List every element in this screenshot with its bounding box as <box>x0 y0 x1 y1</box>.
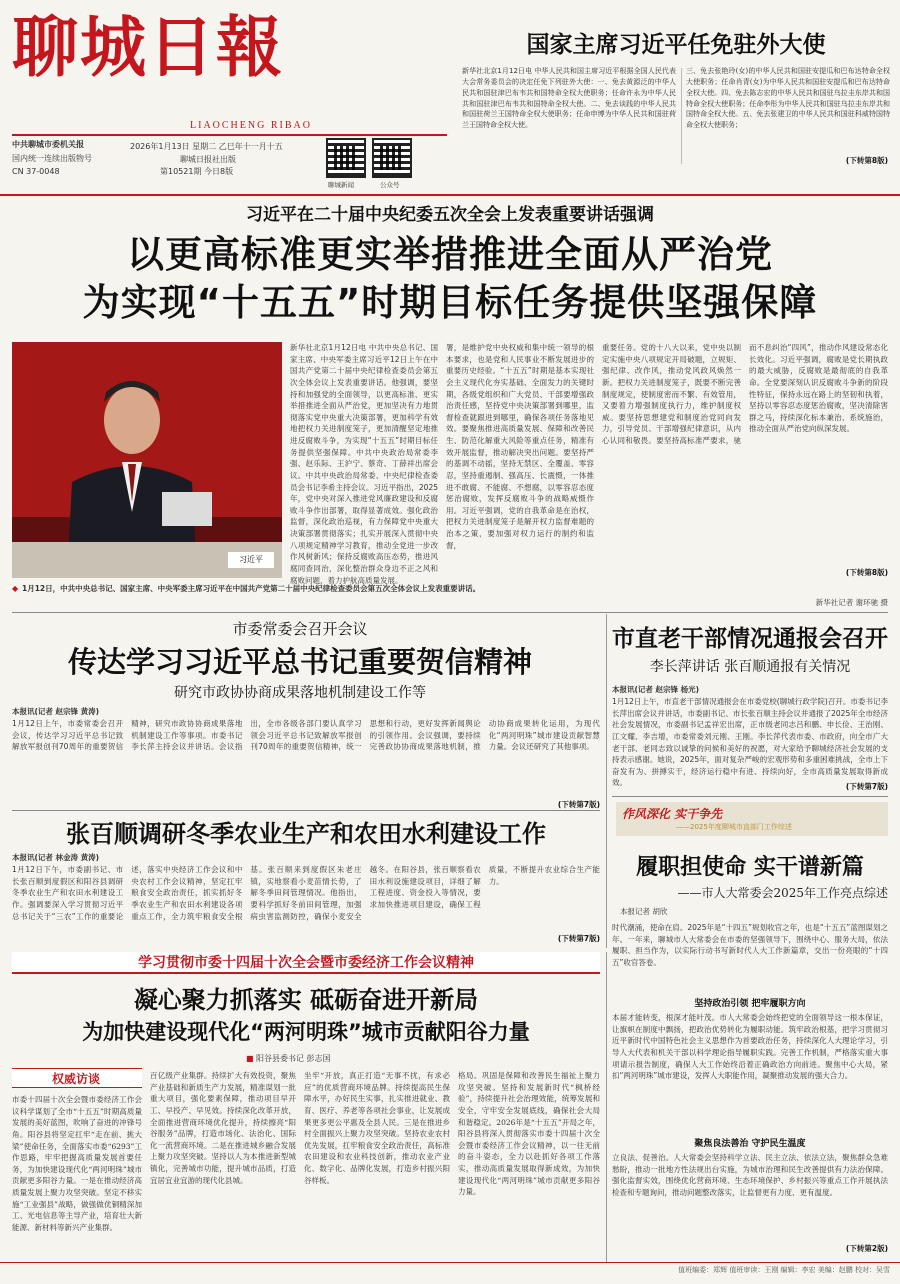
meeting-headline[interactable]: 传达学习习近平总书记重要贺信精神 <box>67 645 532 679</box>
review-subhead: ——市人大常委会2025年工作亮点综述 <box>677 886 888 900</box>
footer-credits: 值班编委：郑辉 值班审读：王刚 编辑：李宏 美编：赵鹏 校对：吴雪 <box>678 1266 890 1274</box>
lead-kicker: 习近平在二十届中央纪委五次全会上发表重要讲话强调 <box>246 205 654 225</box>
retired-more[interactable]: (下转第7版) <box>845 782 888 791</box>
qr2-label: 公众号 <box>380 181 400 189</box>
qr-code-wechat[interactable] <box>372 138 412 178</box>
publisher-org: 聊城日报社出版 <box>180 155 236 164</box>
date-line: 2026年1月13日 星期二 乙巳年十一月十五 <box>130 142 283 151</box>
masthead-title: 聊城日報 <box>12 8 284 86</box>
footer-rule <box>0 1262 900 1263</box>
top-story-divider <box>681 68 682 164</box>
authority-interview-tag: 权威访谈 <box>12 1068 142 1088</box>
retired-subhead: 李长萍讲话 张百顺通报有关情况 <box>649 659 851 675</box>
agri-text: 1月12日下午，市委副书记、市长张百顺到度假区和阳谷县调研冬季农业生产和农田水利建设工作。强调要深入学习贯彻习近平总书记关于“三农”工作的重要论述，落实中央经济工作会议和中央农村工作会议精神，坚定扛牢粮食安全政治责任，抓实抓好冬季农业生产和农田水利建设各项重点工作，全力筑牢粮食安全根基。张百顺来到度假区朱老庄镇，实地察看小麦苗情长势，了解冬季田间管理情况。他指出，要科学抓好冬前田间管理，加强病虫害监测防控，确保小麦安全越冬。在阳谷县，张百顺察看农田水利设施建设项目，详细了解工程进度、资金投入等情况，要求加快推进项目建设，确保工程质量，不断提升农业综合生产能力。 <box>12 865 600 921</box>
lead-photo[interactable] <box>12 342 282 578</box>
cn-number: CN 37-0048 <box>12 167 60 176</box>
review-sec2: 立良法、促善治。人大常委会坚持科学立法、民主立法、依法立法，聚焦群众急难愁盼，推动一批地方性法规出台实施，为城市治理和民生改善提供有力法治保障。强化监督实效，围绕优化营商环境、生态环境保护、乡村振兴等重点工作开展执法检查和专题询问，推动问题整改落实，让监督更有力度、更有温度。 <box>612 1153 888 1197</box>
qr1-label: 聊城新闻 <box>328 181 354 189</box>
economy-divider <box>606 952 607 1262</box>
economy-col4: 格局。巩固是保障和改善民生福祉上聚力攻坚突破。坚持和发展新时代“枫桥经验”，持续提升社会治理效能，统筹发展和安全，守牢安全发展底线，确保社会大局和谐稳定。2026年是“十五五”开局之年，阳谷县将深入贯彻落实市委十四届十次全会暨市委经济工作会议精神，以一往无前的奋斗姿态，全力以赴抓好各项工作落实，推动高质量发展取得新成效，为加快建设现代化“两河明珠”城市贡献更多阳谷力量。 <box>458 1071 600 1197</box>
issue-number: 第10521期 今日8版 <box>160 167 234 176</box>
agri-more[interactable]: (下转第7版) <box>557 934 600 943</box>
photo-credit: 新华社记者 谢环驰 摄 <box>815 598 888 607</box>
qr-code-news[interactable] <box>326 138 366 178</box>
lead-headline-2[interactable]: 为实现“十五五”时期目标任务提供坚强保障 <box>82 281 818 324</box>
top-story-headline[interactable]: 国家主席习近平任免驻外大使 <box>526 32 826 58</box>
review-sec1-title: 坚持政治引领 把牢履职方向 <box>694 999 806 1009</box>
agri-byline: 本报讯(记者 林金涛 黄涛) <box>12 853 100 862</box>
meeting-text: 1月12日上午，市委常委会召开会议，传达学习习近平总书记致解放军报创刊70周年的重要贺信精神，研究市政协协商成果落地机制建设工作等事项。市委书记李长萍主持会议并讲话。会议指出，全市各级各部门要认真学习领会习近平总书记致解放军报创刊70周年的重要贺信精神，统一思想和行动，更好发挥新闻舆论的引领作用。会议强调，要持续完善政协协商成果落地机制，推动协商成果转化运用，为现代化“两河明珠”城市建设贡献智慧力量。会议还研究了其他事项。 <box>12 719 600 752</box>
retired-bottom-rule <box>612 796 888 797</box>
lead-col3: 重要任务。党的十八大以来，党中央以制定实施中央八项规定开局破题，立规矩、强纪律、改作风，推动党风政风焕然一新。把权力关进制度笼子，既要不断完善制度规定，使制度密而不繁、有效管用，又要着力增强制度执行力，维护制度权威。要坚持思想建党和制度治党同向发力，引导党员、干部增强纪律意识，从内心认同和敬畏。要坚持高标准严要求，驰而不息纠治“四风”，推动作风建设常态化长效化。习近平强调，腐败是党长期执政的最大威胁，反腐败是最彻底的自我革命。全党要深刻认识反腐败斗争新的阶段性特征，保持永远在路上的坚韧和执着，坚持以零容忍态度惩治腐败，坚决清除害群之马，持续深化标本兼治、系统施治，推动全面从严治党向纵深发展。 <box>602 343 888 445</box>
economy-byline-marker: ■ <box>246 1054 254 1063</box>
lead-headline-1[interactable]: 以更高标准更实举措推进全面从严治党 <box>127 233 773 276</box>
review-byline: 本报记者 胡欣 <box>620 907 668 916</box>
column-divider-right <box>606 614 607 948</box>
lead-col1: 新华社北京1月12日电 中共中央总书记、国家主席、中央军委主席习近平12日上午在中国共产党第二十届中央纪律检查委员会第五次全体会议上发表重要讲话。他强调，要坚持和加强党的全面领导，以更高标准、更实举措推进全面从严治党，更加坚决有力地贯彻落实党中央重大决策部署，更加科学有效地把权力关进制度笼子，更加清醒坚定地推进反腐败斗争，为实现“十五五”时期目标任务提供坚强保障。中共中央政治局常委李强、赵乐际、王沪宁、蔡奇、丁薛祥出席会议。中共中央政治局常委、中央纪律检查委员会书记李希主持会议。习近平指出，2025年，党中央对深入推进党风廉政建设和反腐败斗争作出部署，取得显著成效。强化政治监督，深化政治巡视，有力保障党中央重大决策部署贯彻落实；扎实开展深入贯彻中央八项规定精神学习教育，推动全党进一步改作风树新风；保持反腐败高压态势，推进风腐同查同治，深化整治群众身边不正之风和腐败问题，着力护航高质量发展。 <box>290 343 438 585</box>
review-more[interactable]: (下转第2版) <box>845 1244 888 1253</box>
economy-headline-2[interactable]: 为加快建设现代化“两河明珠”城市贡献阳谷力量 <box>82 1020 530 1044</box>
meeting-subhead: 研究市政协协商成果落地机制建设工作等 <box>174 685 426 701</box>
top-story-col2: 三、免去张艳玲(女)的中华人民共和国驻安提瓜和巴布达特命全权大使职务；任命肖青(女)为中华人民共和国驻安提瓜和巴布达特命全权大使。四、免去陈志宏的中华人民共和国驻乌拉圭东岸共和国特命全权大使职务；任命李彤为中华人民共和国驻乌拉圭东岸共和国特命全权大使。五、免去张建卫的中华人民共和国驻科威特国特命全权大使职务； <box>686 67 890 130</box>
masthead-rule <box>12 134 447 136</box>
economy-col1: 市委十四届十次全会暨市委经济工作会议科学谋划了全市“十五五”时期高质量发展的美好蓝图，吹响了奋进的冲锋号角。阳谷县将坚定扛牢“走在前、挑大梁”使命任务，全面落实市委“6293”工作思路，牢牢把握高质量发展首要任务，为加快建设现代化“两河明珠”城市贡献更多阳谷力量。一是在推动经济高质量发展上聚力攻坚突破。坚定不移实施“工业强县”战略，做强做优铜精深加工、光电信息等主导产业，培育壮大新能源、新材料等新兴产业集群。 <box>12 1095 142 1232</box>
photo-nameplate: 习近平 <box>228 552 274 568</box>
masthead-pinyin: LIAOCHENG RIBAO <box>190 120 312 131</box>
economy-banner: 学习贯彻市委十四届十次全会暨市委经济工作会议精神 <box>12 952 600 974</box>
top-story-col1: 新华社北京1月12日电 中华人民共和国主席习近平根据全国人民代表大会常务委员会的决定任免下列驻外大使：一、免去黄源泛的中华人民共和国驻津巴布韦共和国特命全权大使职务；任命许永为中华人民共和国驻津巴布韦共和国特命全权大使。二、免去谈践的中华人民共和国驻荷兰王国特命全权大使职务；任命申博为中华人民共和国驻荷兰王国特命全权大使。 <box>462 67 676 130</box>
speaker-figure-image <box>12 342 282 578</box>
retired-byline: 本报讯(记者 赵宗锋 杨光) <box>612 685 700 694</box>
economy-photo[interactable] <box>12 1052 142 1056</box>
economy-col2: 百亿级产业集群。持续扩大有效投资，聚焦产业基础和新质生产力发展，精准谋划一批重大项目，强化要素保障，推动项目早开工、早投产、早见效。持续深化改革开放，全面推进营商环境优化提升，持续擦亮“阳谷服务”品牌，打造市场化、法治化、国际化一流营商环境。二是在推进城乡融合发展上聚力攻坚突破。坚持以人为本推进新型城镇化，完善城市功能，提升城市品质，打造宜居宜业宜游的现代化县城。 <box>150 1071 296 1185</box>
retired-headline[interactable]: 市直老干部情况通报会召开 <box>612 626 888 652</box>
photo-caption-marker: ◆ <box>12 584 19 593</box>
publisher-label: 中共聊城市委机关报 <box>12 140 84 149</box>
agri-headline[interactable]: 张百顺调研冬季农业生产和农田水利建设工作 <box>66 820 546 848</box>
lead-more[interactable]: (下转第8版) <box>845 568 888 577</box>
header-divider <box>0 194 900 196</box>
top-story-more[interactable]: (下转第8版) <box>845 156 888 165</box>
review-banner-title: 作风深化 实干争先 <box>622 807 723 821</box>
lead-bottom-rule <box>12 612 888 613</box>
meeting-bottom-rule <box>12 810 600 811</box>
retired-text: 1月12日上午，市直老干部情况通报会在市委党校(聊城行政学院)召开。市委书记李长萍出席会议并讲话，市委副书记、市长张百顺主持会议并通报了2025年全市经济社会发展情况，市委副书记孟祥宏出席，正市级老同志吕和鹏、申长俭、王治刚、江文耀、李吉增，市委常委刘元刚、王刚。李长萍代表市委、市政府，向全市广大老干部、老同志致以诚挚的问候和美好的祝愿，对大家给予聊城经济社会发展的支持表示感谢。她说，2025年，面对复杂严峻的宏观形势和多重困难挑战，全市上下奋发有为、拼搏实干，经济运行稳中有进、持续向好，全市高质量发展取得新成效。 <box>612 697 888 788</box>
review-sec2-title: 聚焦良法善治 守护民生温度 <box>694 1139 806 1149</box>
economy-col3: 坐牢“开放，真正打造“无事不扰，有求必应”的优质营商环境品牌。持续提高民生保障水平，办好民生实事，扎实推进就业、教育、医疗、养老等各项社会事业，让发展成果更多更公平惠及全县人民。三是在推进乡村全面振兴上聚力攻坚突破。坚持农业农村优先发展，扛牢粮食安全政治责任，高标准农田建设和农业科技创新，推动农业产业化、数字化、品牌化发展，打造乡村振兴阳谷样板。 <box>304 1071 450 1185</box>
photo-caption: 1月12日，中共中央总书记、国家主席、中央军委主席习近平在中国共产党第二十届中央纪律检查委员会第五次全体会议上发表重要讲话。 <box>22 584 481 593</box>
review-banner-sub: ——2025年度聊城市直部门工作综述 <box>676 823 792 831</box>
lead-col2: 署，是维护党中央权威和集中统一领导的根本要求，也是党和人民事业不断发展进步的重要历史经验。“十五五”时期是基本实现社会主义现代化夯实基础、全面发力的关键时期，各级党组织和广大党员、干部要增强政治责任感，坚持党中央决策部署到哪里，监督检查就跟进到哪里，确保各项任务落地见效。要聚焦推进高质量发展、保障和改善民生、防范化解重大风险等重点任务，精准有效开展监督，推动解决突出问题。要坚持严的基调不动摇，坚持无禁区、全覆盖、零容忍，坚持重遏制、强高压、长震慑，一体推进不敢腐、不能腐、不想腐，以零容忍态度惩治腐败，发挥反腐败斗争的战略威慑作用。习近平强调，党的自我革命是在治权，把权力关进制度笼子是解开权力监督难题的治本之策，要加强对权力运行的制约和监督， <box>446 343 594 550</box>
review-banner <box>616 802 888 836</box>
meeting-kicker: 市委常委会召开会议 <box>232 620 368 638</box>
cn-code-label: 国内统一连续出版物号 <box>12 154 92 163</box>
economy-headline-1[interactable]: 凝心聚力抓落实 砥砺奋进开新局 <box>133 986 479 1014</box>
review-intro: 时代潮涌，使命在肩。2025年是“十四五”规划收官之年，也是“十五五”蓝图谋划之年。一年来，聊城市人大常委会在市委的坚强领导下，围绕中心、服务大局，依法履职、担当作为，以实际行动书写新时代人大工作新篇章，交出一份亮眼的“十四五”收官答卷。 <box>612 923 888 967</box>
meeting-more[interactable]: (下转第7版) <box>557 800 600 809</box>
meeting-byline: 本报讯(记者 赵宗锋 黄涛) <box>12 707 100 716</box>
review-sec1: 本届才能转变，根深才能叶茂。市人大常委会始终把党的全面领导这一根本保证，让旗帜在制度中飘扬，把政治优势转化为履职动能。筑牢政治根基，把学习贯彻习近平新时代中国特色社会主义思想作为首要政治任务，持续深化人大理论学习，引导人大代表和机关干部以科学理论指导履职实践。完善工作机制，严格落实重大事项请示报告制度，确保人大工作始终沿着正确政治方向前进。聚焦中心大局，紧扣“两河明珠”城市建设，发挥人大职能作用，凝聚推动发展的强大合力。 <box>612 1013 888 1081</box>
review-headline[interactable]: 履职担使命 实干谱新篇 <box>636 855 864 880</box>
economy-byline: 阳谷县委书记 彭志国 <box>256 1054 331 1063</box>
